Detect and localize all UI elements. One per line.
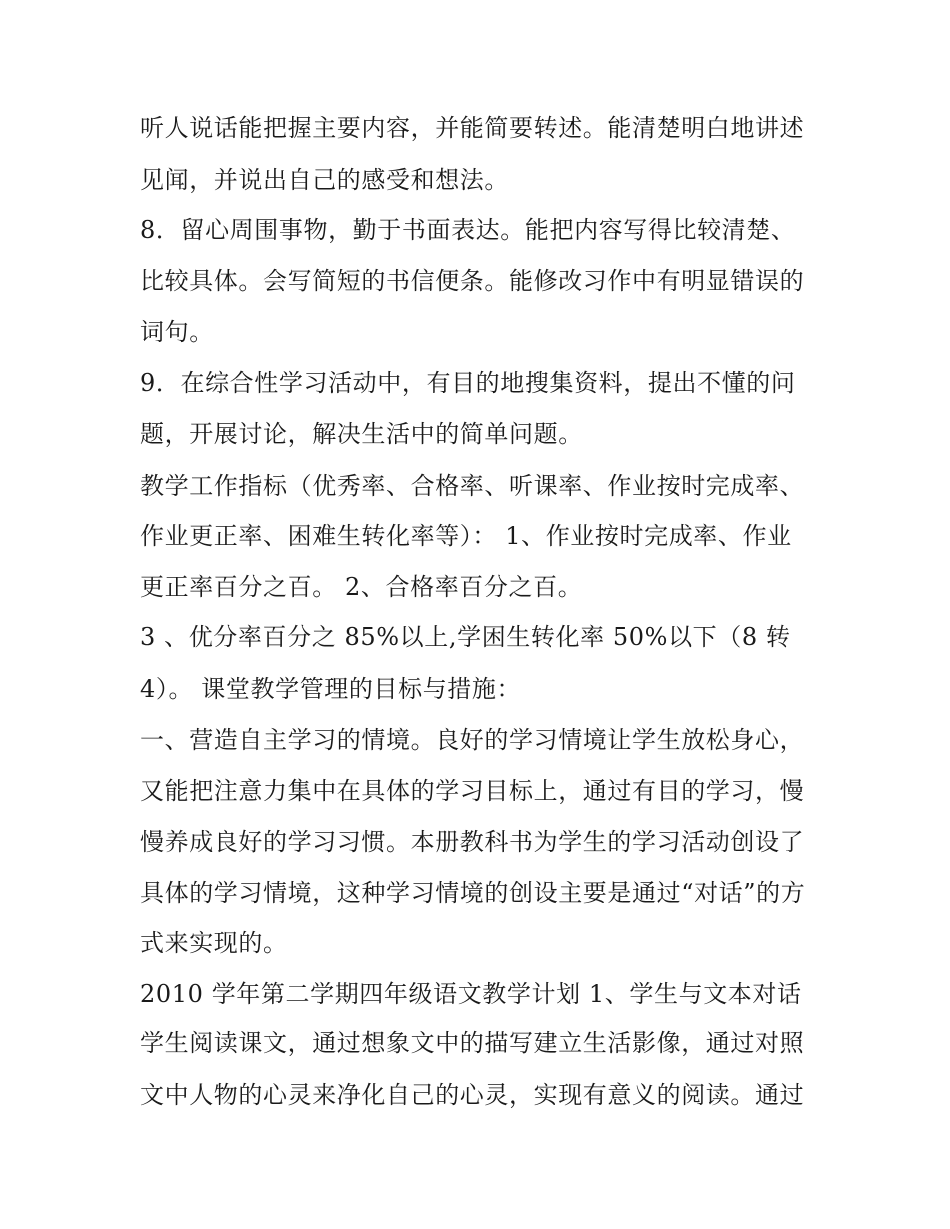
text-line: 9．在综合性学习活动中，有目的地搜集资料，提出不懂的问 xyxy=(140,369,796,397)
text-line: 文中人物的心灵来净化自己的心灵，实现有意义的阅读。通过 xyxy=(140,1081,805,1109)
text-line: 题，开展讨论，解决生活中的简单问题。 xyxy=(140,420,583,448)
text-line: 学生阅读课文，通过想象文中的描写建立生活影像，通过对照 xyxy=(140,1029,805,1057)
text-line: 见闻，并说出自己的感受和想法。 xyxy=(140,166,509,194)
text-line: 3 、优分率百分之 85%以上,学困生转化率 50%以下（8 转 xyxy=(140,623,791,651)
text-line: 2010 学年第二学期四年级语文教学计划 1、学生与文本对话 xyxy=(140,980,802,1008)
text-line: 式来实现的。 xyxy=(140,929,288,957)
text-line: 更正率百分之百。 2、合格率百分之百。 xyxy=(140,573,583,601)
text-line: 听人说话能把握主要内容，并能简要转述。能清楚明白地讲述 xyxy=(140,114,805,142)
text-line: 慢养成良好的学习习惯。本册教科书为学生的学习活动创设了 xyxy=(140,828,805,856)
text-line: 作业更正率、困难生转化率等）： 1、作业按时完成率、作业 xyxy=(140,522,792,550)
text-line: 词句。 xyxy=(140,318,214,346)
text-line: 4）。 课堂教学管理的目标与措施： xyxy=(140,675,522,703)
text-line: 又能把注意力集中在具体的学习目标上，通过有目的学习，慢 xyxy=(140,777,805,805)
text-line: 8．留心周围事物，勤于书面表达。能把内容写得比较清楚、 xyxy=(140,216,796,244)
text-line: 比较具体。会写简短的书信便条。能修改习作中有明显错误的 xyxy=(140,267,805,295)
text-line: 具体的学习情境，这种学习情境的创设主要是通过“对话”的方 xyxy=(140,879,806,907)
text-line: 一、营造自主学习的情境。良好的学习情境让学生放松身心， xyxy=(140,726,805,754)
text-line: 教学工作指标（优秀率、合格率、听课率、作业按时完成率、 xyxy=(140,472,805,500)
